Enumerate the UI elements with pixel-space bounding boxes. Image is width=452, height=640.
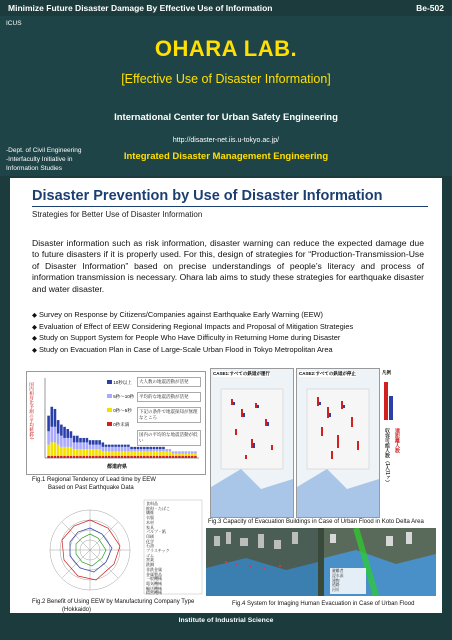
bar-segment [133, 451, 136, 455]
dept-interfaculty: -Interfaculty Initiative in [6, 156, 73, 163]
bar-segment [165, 451, 168, 455]
bar-segment [137, 451, 140, 455]
legend-hanrei: 凡例 [382, 370, 391, 375]
bar-segment [108, 445, 111, 447]
fig1-note-3: 下記の条件で地震探知が無理なところ [137, 407, 201, 423]
fig1-ylabel: 国内相対比予測の平均値(秒) [28, 382, 34, 440]
bar-segment [92, 456, 95, 458]
bar-segment [121, 445, 124, 447]
radar-grid [50, 510, 130, 590]
bar-segment [130, 447, 133, 449]
diamond-bullet-icon: ◆ [32, 335, 37, 343]
bar-segment [54, 456, 57, 458]
topbar-title: Minimize Future Disaster Damage By Effective Use of Information [8, 3, 273, 13]
intro-paragraph: Disaster information such as risk information, disaster warning can reduce the expected damage due to future disasters if it is properly used. For this, design of strategies for “Production-Transmission-Use of Disaster Information” based on precise understandings of people’s literacy and process of information transmission is necessary. Ohara lab aims to study these strategies for earthquake disaster and water disaster. [32, 238, 424, 294]
bar-segment [130, 456, 133, 458]
bar-segment [149, 451, 152, 455]
bar-segment [47, 416, 50, 432]
bar-segment [60, 436, 63, 447]
bar-segment [57, 456, 60, 458]
bar-segment [102, 442, 105, 446]
bar-segment [118, 445, 121, 447]
bar-segment [105, 456, 108, 458]
bar-segment [70, 438, 73, 447]
bar-segment [73, 449, 76, 456]
bar-segment [54, 442, 57, 455]
bar-segment [172, 451, 175, 453]
bar-segment [102, 451, 105, 455]
bar-segment [47, 456, 50, 458]
fig3-caption: Fig.3 Capacity of Evacuation Buildings in Case of Urban Flood in Koto Delta Area [208, 519, 424, 525]
bar-segment [133, 449, 136, 451]
bar-segment [92, 440, 95, 444]
bar-segment [194, 454, 197, 456]
bullet-item: ◆ Study on Support System for People Who Have Difficulty in Returning Home during Disaster [32, 333, 341, 343]
bar-segment [127, 445, 130, 447]
bar-segment [140, 447, 143, 449]
bar-segment [127, 451, 130, 455]
bar-segment [188, 451, 191, 453]
bar-segment [143, 451, 146, 455]
bar-segment [156, 447, 159, 449]
bar-segment [89, 445, 92, 449]
case1-label: CASE1:すべての鉄道が運行 [213, 371, 270, 376]
fig1-note-1: 大人数の地震活動が活発 [137, 377, 201, 387]
bar-segment [76, 449, 79, 456]
bar-segment [108, 456, 111, 458]
bar-segment [111, 456, 114, 458]
radar-legend: 食料品 飲料・たばこ 繊維 衣服 木材 家具 パルプ・紙 印刷 化学 石油 プラスチック ゴム 窯業 鉄鋼 非鉄金属 金属製品 一般機械 電気機械 輸送機械 精密機械 [146, 501, 170, 596]
bullet-item: ◆ Study on Evacuation Plan in Case of Large-Scale Urban Flood in Tokyo Metropolitan Area [32, 344, 333, 354]
bar-segment [140, 456, 143, 458]
bar-segment [146, 451, 149, 455]
bar-segment [143, 456, 146, 458]
icus-label: ICUS [6, 20, 22, 27]
fig2-svg [32, 498, 204, 596]
bar-segment [95, 445, 98, 449]
bullet-list [32, 310, 432, 356]
fig2-caption: Fig.2 Benefit of Using EEW by Manufacturing Company Type (Hokkaido) [32, 599, 195, 613]
fig1-note-2: 平均的な地震活動が活発 [137, 392, 201, 402]
bar-segment [98, 456, 101, 458]
bar-segment [188, 456, 191, 458]
bar-segment [86, 449, 89, 456]
legend-5-10s: 5秒〜10秒 [113, 394, 135, 399]
legend-col1: 収容可能人数（1人/1ァ） [384, 428, 390, 485]
bar-segment [95, 456, 98, 458]
bar-segment [108, 447, 111, 451]
bar-segment [133, 456, 136, 458]
diamond-bullet-icon: ◆ [32, 323, 37, 331]
bar-segment [105, 451, 108, 455]
ime-title: Integrated Disaster Management Engineering [123, 151, 329, 162]
bar-segment [57, 420, 60, 433]
bar-segment [114, 445, 117, 447]
bar-segment [47, 445, 50, 456]
main-panel [10, 178, 442, 613]
bar-segment [194, 456, 197, 458]
bar-segment [82, 442, 85, 449]
footer-institute: Institute of Industrial Science [178, 617, 274, 624]
bar-segment [60, 447, 63, 456]
bar-segment [63, 427, 66, 438]
bar-segment [175, 456, 178, 458]
bar-segment [70, 447, 73, 456]
fig4-caption: Fig.4 System for Imaging Human Evacuation in Case of Urban Flood [232, 601, 415, 607]
bar-segment [82, 449, 85, 456]
dept-civil: -Dept. of Civil Engineering [6, 147, 82, 154]
bar-segment [146, 456, 149, 458]
bar-segment [73, 456, 76, 458]
bar-segment [82, 456, 85, 458]
bar-segment [70, 456, 73, 458]
bar-segment [73, 442, 76, 449]
bar-segment [130, 451, 133, 455]
bar-segment [98, 440, 101, 444]
fig1-note-4: 国内の平均的な地震活動が低い [137, 430, 201, 446]
bar-segment [127, 447, 130, 451]
fig3-legend [382, 370, 430, 514]
bar-segment [140, 449, 143, 451]
bar-segment [130, 449, 133, 451]
bar-segment [92, 445, 95, 449]
bar-segment [159, 456, 162, 458]
bar-segment [156, 449, 159, 451]
bar-segment [146, 449, 149, 451]
bar-segment [121, 451, 124, 455]
fig3-case2-map [296, 368, 380, 518]
bullet-item: ◆ Survey on Response by Citizens/Companies against Earthquake Early Warning (EEW) [32, 310, 323, 319]
bar-segment [63, 456, 66, 458]
bar-segment [178, 454, 181, 456]
bar-segment [111, 451, 114, 455]
bar-segment [54, 427, 57, 443]
fig3-case1-map [210, 368, 294, 518]
fig1-chart [26, 371, 206, 475]
bar-segment [76, 442, 79, 449]
fig1-legend [107, 376, 134, 432]
bar-segment [50, 456, 53, 458]
bar-segment [102, 456, 105, 458]
bar-segment [114, 447, 117, 451]
bar-segment [124, 456, 127, 458]
bar-segment [124, 445, 127, 447]
bar-segment [60, 456, 63, 458]
bar-segment [172, 454, 175, 456]
bar-segment [137, 449, 140, 451]
bar-segment [165, 449, 168, 451]
bar-segment [178, 456, 181, 458]
bar-segment [188, 454, 191, 456]
bar-segment [156, 451, 159, 455]
lab-subtitle: [Effective Use of Disaster Information] [121, 72, 331, 86]
bar-segment [76, 436, 79, 443]
bar-segment [159, 447, 162, 449]
bar-segment [156, 456, 159, 458]
bar-segment [108, 451, 111, 455]
bar-segment [70, 431, 73, 438]
diamond-bullet-icon: ◆ [32, 312, 37, 319]
bar-segment [50, 407, 53, 427]
bar-segment [185, 454, 188, 456]
bar-segment [181, 451, 184, 453]
bar-segment [162, 449, 165, 451]
bar-segment [89, 456, 92, 458]
bar-segment [181, 456, 184, 458]
bar-segment [95, 449, 98, 456]
fig4-svg [206, 528, 436, 596]
top-bar [0, 0, 452, 16]
bar-segment [60, 425, 63, 436]
bar-segment [76, 456, 79, 458]
bar-segment [153, 456, 156, 458]
bar-segment [137, 447, 140, 449]
bar-segment [191, 451, 194, 453]
fig4-legend: 避難者 浸水深 建物 道路 河川 [332, 569, 344, 593]
bar-segment [162, 447, 165, 449]
bar-segment [143, 449, 146, 451]
bar-segment [118, 447, 121, 451]
fig1-caption: Fig.1 Regional Tendency of Lead time by EEW Based on Past Earthquake Data [32, 477, 156, 491]
bar-segment [82, 438, 85, 442]
diamond-bullet-icon: ◆ [32, 346, 37, 354]
header-banner [0, 16, 452, 176]
bar-segment [79, 438, 82, 442]
bar-segment [73, 436, 76, 443]
case2-label: CASE2:すべての鉄道が停止 [299, 371, 356, 376]
section-subtitle: Strategies for Better Use of Disaster Information [32, 210, 203, 219]
bar-segment [98, 445, 101, 449]
fig4-images [206, 528, 436, 596]
bar-segment [169, 456, 172, 458]
bar-segment [149, 447, 152, 449]
bar-segment [66, 447, 69, 456]
bar-segment [57, 433, 60, 444]
bar-segment [89, 440, 92, 444]
center-name: International Center for Urban Safety Engineering [114, 112, 338, 123]
bar-segment [118, 456, 121, 458]
bar-segment [140, 451, 143, 455]
bar-segment [66, 456, 69, 458]
bar-segment [63, 438, 66, 447]
bar-segment [79, 449, 82, 456]
bar-segment [146, 447, 149, 449]
bar-segment [50, 427, 53, 443]
bar-segment [149, 456, 152, 458]
bar-segment [124, 451, 127, 455]
bar-segment [127, 456, 130, 458]
fig2-radar [32, 498, 204, 596]
bar-segment [92, 449, 95, 456]
bar-segment [153, 447, 156, 449]
bar-segment [159, 451, 162, 455]
bar-segment [175, 454, 178, 456]
bar-segment [133, 447, 136, 449]
bar-segment [95, 440, 98, 444]
bar-segment [114, 451, 117, 455]
bullet-item: ◆ Evaluation of Effect of EEW Considering Regional Impacts and Proposal of Mitigation Strategies [32, 321, 354, 331]
bar-segment [121, 447, 124, 451]
bar-segment [54, 409, 57, 427]
bar-segment [169, 449, 172, 451]
bar-segment [191, 454, 194, 456]
bar-segment [66, 438, 69, 447]
bar-segment [194, 451, 197, 453]
bar-segment [47, 431, 50, 444]
bar-segment [63, 447, 66, 456]
bar-segment [111, 447, 114, 451]
bar-segment [98, 449, 101, 456]
section-title: Disaster Prevention by Use of Disaster Information [32, 188, 383, 204]
bar-segment [121, 456, 124, 458]
bar-segment [86, 456, 89, 458]
legend-10s: 10秒以上 [113, 380, 132, 385]
legend-bars [384, 380, 394, 420]
bar-segment [137, 456, 140, 458]
bar-segment [118, 451, 121, 455]
bar-segment [86, 438, 89, 442]
bar-segment [86, 442, 89, 449]
bar-segment [66, 429, 69, 438]
bar-segment [50, 442, 53, 455]
title-underline [32, 206, 428, 207]
bar-segment [124, 447, 127, 451]
bar-segment [114, 456, 117, 458]
bar-segment [102, 447, 105, 451]
bar-segment [149, 449, 152, 451]
bar-segment [79, 456, 82, 458]
bar-segment [169, 451, 172, 455]
lab-url[interactable]: http://disaster-net.iis.u-tokyo.ac.jp/ [172, 137, 280, 144]
bar-segment [105, 445, 108, 447]
bar-segment [178, 451, 181, 453]
bar-segment [105, 447, 108, 451]
bar-segment [165, 456, 168, 458]
bar-segment [181, 454, 184, 456]
legend-under0: 0秒未満 [113, 422, 130, 427]
dept-info-studies: Information Studies [6, 165, 63, 172]
case1-map-svg [211, 369, 293, 517]
lab-name: OHARA LAB. [154, 36, 298, 61]
bar-segment [175, 451, 178, 453]
bar-segment [89, 449, 92, 456]
bar-segment [79, 442, 82, 449]
topbar-code: Be-502 [416, 3, 444, 13]
bar-segment [159, 449, 162, 451]
bar-segment [172, 456, 175, 458]
legend-0-5s: 0秒〜5秒 [113, 408, 132, 413]
bar-segment [191, 456, 194, 458]
bar-segment [111, 445, 114, 447]
fig3-panels [210, 368, 432, 518]
bar-segment [185, 456, 188, 458]
bar-segment [57, 445, 60, 456]
case2-map-svg [297, 369, 379, 517]
bar-segment [153, 449, 156, 451]
fig1-xlabel: 都道府県 [107, 464, 128, 470]
bar-segment [162, 451, 165, 455]
bar-segment [185, 451, 188, 453]
legend-col2: 遠距離人数 [394, 428, 400, 453]
bar-segment [143, 447, 146, 449]
bar-segment [153, 451, 156, 455]
bar-segment [162, 456, 165, 458]
